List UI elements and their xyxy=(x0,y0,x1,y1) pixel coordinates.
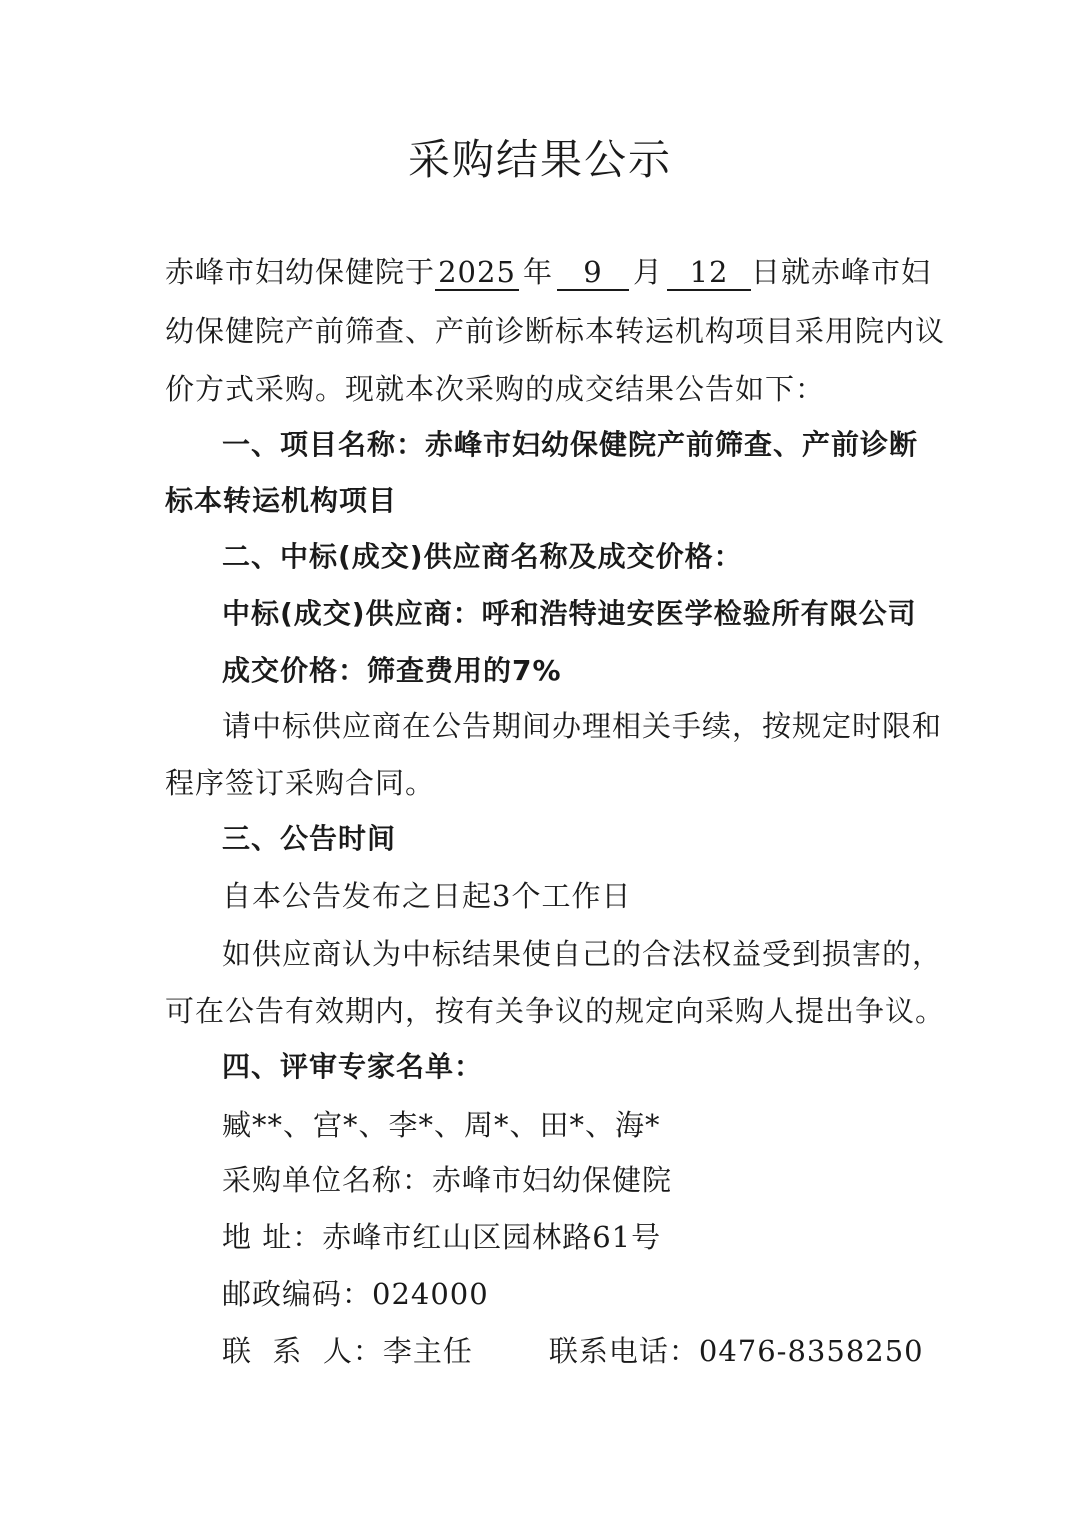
objection-line-1: 如供应商认为中标结果使自己的合法权益受到损害的， xyxy=(222,937,943,971)
note-line-2: 程序签订采购合同。 xyxy=(165,766,436,800)
intro-month: 9 xyxy=(557,255,629,291)
price-line: 成交价格：筛查费用的7% xyxy=(222,654,562,687)
objection-line-2: 可在公告有效期内，按有关争议的规定向采购人提出争议。 xyxy=(165,994,946,1028)
section4-heading: 四、评审专家名单： xyxy=(222,1050,484,1083)
purchasing-unit-line: 采购单位名称：赤峰市妇幼保健院 xyxy=(222,1163,673,1197)
intro-line-2: 幼保健院产前筛查、产前诊断标本转运机构项目采用院内议 xyxy=(165,314,946,348)
note-line-1: 请中标供应商在公告期间办理相关手续，按规定时限和 xyxy=(222,709,943,743)
period-line: 自本公告发布之日起3个工作日 xyxy=(222,879,632,913)
experts-line: 臧**、宫*、李*、周*、田*、海* xyxy=(222,1108,661,1142)
supplier-line: 中标(成交)供应商：呼和浩特迪安医学检验所有限公司 xyxy=(222,597,917,630)
postcode-line: 邮政编码：024000 xyxy=(222,1277,489,1311)
intro-day: 12 xyxy=(667,255,751,291)
intro-line-3: 价方式采购。现就本次采购的成交结果公告如下： xyxy=(165,372,826,406)
section3-heading: 三、公告时间 xyxy=(222,822,397,855)
contact-line xyxy=(222,1331,982,1371)
address-line: 地 址：赤峰市红山区园林路61号 xyxy=(222,1220,662,1254)
intro-org: 赤峰市妇幼保健院于 xyxy=(165,255,436,289)
intro-year: 2025 xyxy=(435,255,519,291)
section1-line-1: 一、项目名称：赤峰市妇幼保健院产前筛查、产前诊断 xyxy=(222,428,919,461)
intro-year-unit: 年 xyxy=(523,255,554,289)
section1-line-2: 标本转运机构项目 xyxy=(165,484,398,517)
contact-person: 联 系 人：李主任 xyxy=(222,1334,473,1368)
intro-month-unit: 月 xyxy=(633,255,664,289)
section2-heading: 二、中标(成交)供应商名称及成交价格： xyxy=(222,540,743,573)
document-title: 采购结果公示 xyxy=(407,135,672,184)
contact-phone: 联系电话：0476-8358250 xyxy=(548,1334,924,1368)
intro-line-1 xyxy=(165,252,932,292)
intro-line1-tail: 日就赤峰市妇 xyxy=(751,255,932,289)
